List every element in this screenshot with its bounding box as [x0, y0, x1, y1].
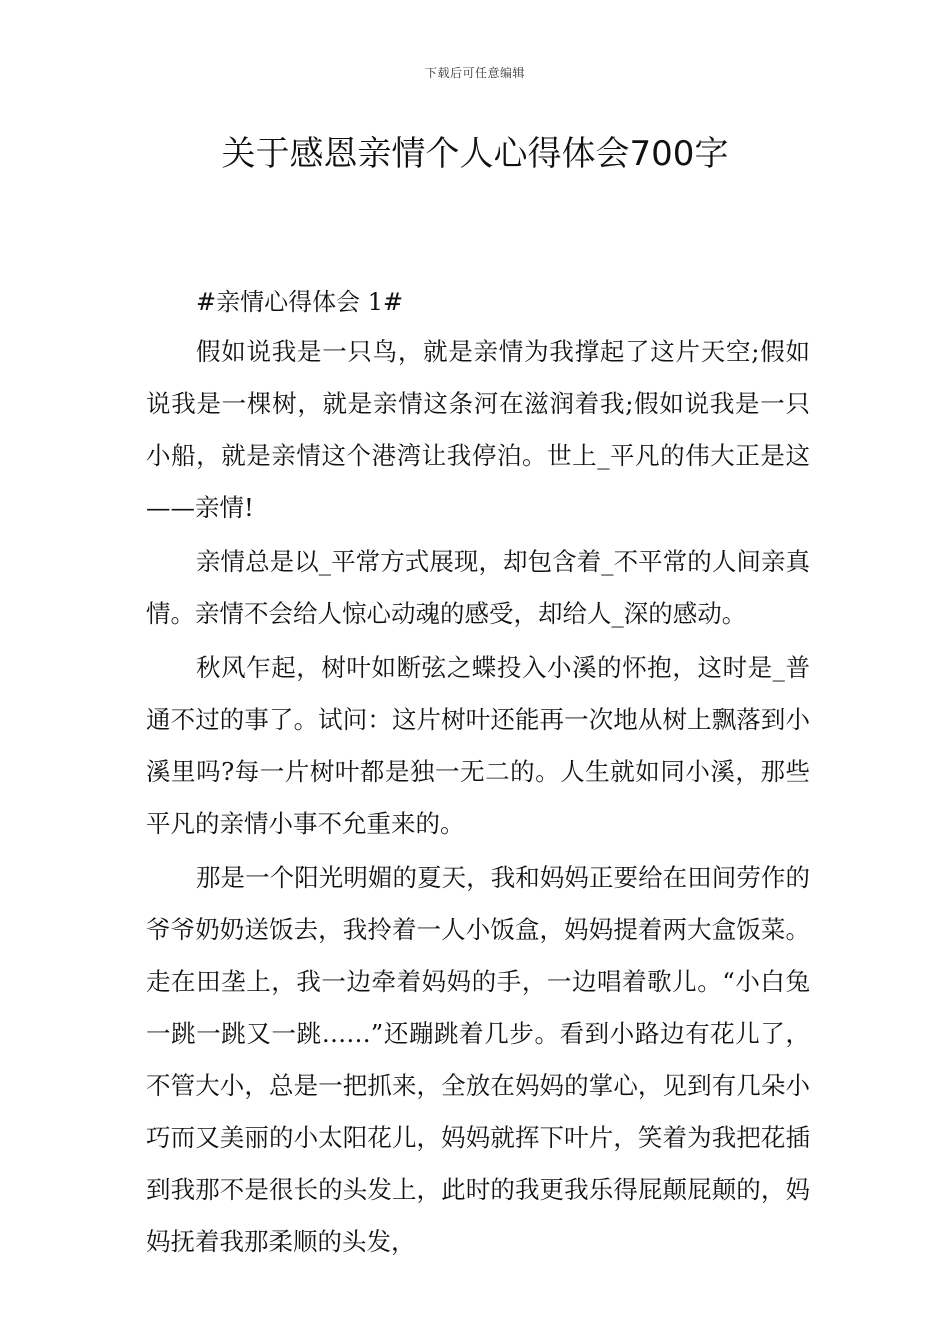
- paragraph-1: 假如说我是一只鸟，就是亲情为我撑起了这片天空;假如说我是一棵树，就是亲情这条河在滋润着我;假如说我是一只小船，就是亲情这个港湾让我停泊。世上_平凡的伟大正是这——亲情!: [146, 337, 810, 522]
- paragraph-2: 亲情总是以_平常方式展现，却包含着_不平常的人间亲真情。亲情不会给人惊心动魂的感受，却给人_深的感动。: [146, 547, 810, 628]
- paragraph-4: 那是一个阳光明媚的夏天，我和妈妈正要给在田间劳作的爷爷奶奶送饭去，我拎着一人小饭盒，妈妈提着两大盒饭菜。走在田垄上，我一边牵着妈妈的手，一边唱着歌儿。“小白兔一跳一跳又一跳……”还蹦跳着几步。看到小路边有花儿了，不管大小，总是一把抓来，全放在妈妈的掌心，见到有几朵小巧而又美丽的小太阳花儿，妈妈就挥下叶片，笑着为我把花插到我那不是很长的头发上，此时的我更我乐得屁颠屁颠的，妈妈抚着我那柔顺的头发，: [146, 863, 810, 1256]
- paragraph-3: 秋风乍起，树叶如断弦之蝶投入小溪的怀抱，这时是_普通不过的事了。试问：这片树叶还能再一次地从树上飘落到小溪里吗?每一片树叶都是独一无二的。人生就如同小溪，那些平凡的亲情小事不允重来的。: [146, 653, 810, 838]
- document-body: [146, 278, 810, 1270]
- section-heading: #亲情心得体会 1#: [196, 288, 404, 316]
- header-note: 下载后可任意编辑: [424, 66, 525, 80]
- document-title: 关于感恩亲情个人心得体会700字: [221, 134, 729, 174]
